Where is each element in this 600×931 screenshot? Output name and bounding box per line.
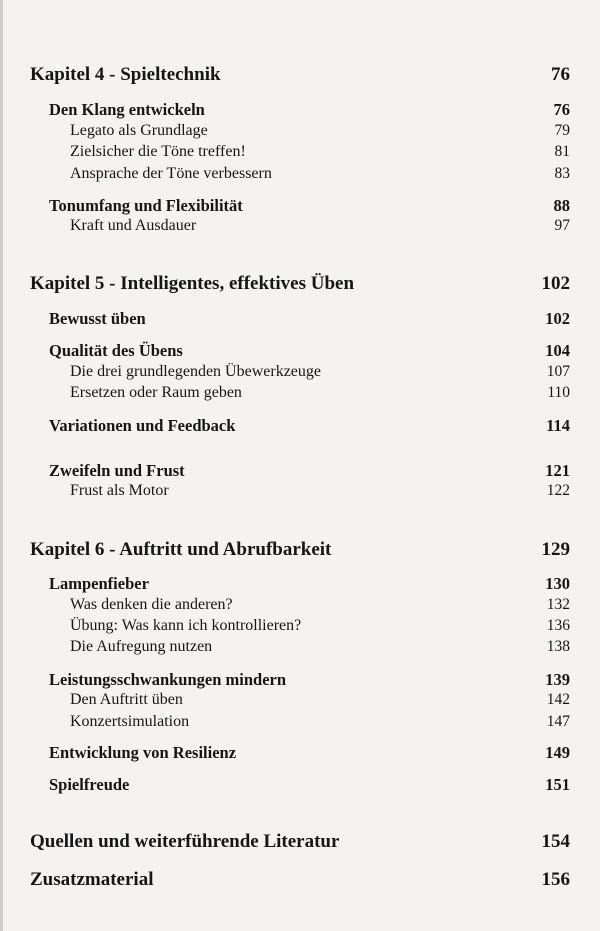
toc-entry-title: Lampenfieber: [49, 574, 149, 593]
toc-page-number: 88: [553, 196, 570, 215]
toc-page-number: 147: [546, 713, 570, 730]
toc-page-number: 102: [545, 309, 570, 328]
toc-subsection: [70, 596, 570, 614]
toc-page-number: 130: [545, 574, 570, 593]
toc-references: [30, 831, 570, 853]
toc-entry-title: Zielsicher die Töne treffen!: [70, 143, 246, 160]
toc-chapter-5: [30, 273, 570, 295]
toc-entry-title: Kraft und Ausdauer: [70, 217, 197, 234]
toc-page-number: 76: [553, 100, 570, 119]
toc-entry-title: Variationen und Feedback: [49, 416, 236, 435]
toc-page-number: 104: [545, 341, 570, 360]
toc-page-number: 149: [545, 743, 570, 762]
toc-section: [49, 100, 570, 120]
toc-subsection: [70, 713, 570, 731]
toc-entry-title: Die drei grundlegenden Übewerkzeuge: [70, 363, 321, 380]
toc-entry-title: Was denken die anderen?: [70, 596, 233, 613]
toc-section: [49, 670, 570, 690]
toc-entry-title: Spielfreude: [49, 775, 130, 794]
toc-entry-title: Die Aufregung nutzen: [70, 638, 213, 655]
toc-subsection: [70, 165, 570, 183]
toc-section: [49, 309, 570, 329]
toc-page-number: 102: [541, 273, 570, 294]
toc-page-number: 107: [546, 363, 570, 380]
toc-entry-title: Qualität des Übens: [49, 341, 183, 360]
toc-entry-title: Ansprache der Töne verbessern: [70, 165, 272, 182]
toc-section: [49, 341, 570, 361]
toc-subsection: [70, 691, 570, 709]
toc-subsection: [70, 482, 570, 500]
toc-subsection: [70, 122, 570, 140]
toc-section: [49, 461, 570, 481]
toc-page-number: 83: [554, 165, 570, 182]
toc-entry-title: Tonumfang und Flexibilität: [49, 196, 243, 215]
toc-entry-title: Kapitel 4 - Spieltechnik: [30, 64, 221, 85]
toc-entry-title: Entwicklung von Resilienz: [49, 743, 237, 762]
toc-entry-title: Legato als Grundlage: [70, 122, 208, 139]
toc-page-number: 79: [554, 122, 570, 139]
toc-entry-title: Zusatzmaterial: [30, 869, 154, 890]
toc-page-number: 122: [546, 482, 570, 499]
toc-page-number: 97: [554, 217, 570, 234]
toc-subsection: [70, 638, 570, 656]
toc-entry-title: Übung: Was kann ich kontrollieren?: [70, 617, 302, 634]
toc-chapter-6: [30, 539, 570, 561]
toc-section: [49, 775, 570, 795]
toc-section: [49, 416, 570, 436]
toc-page-number: 139: [545, 670, 570, 689]
toc-page-number: 154: [541, 831, 570, 852]
toc-subsection: [70, 384, 570, 402]
toc-subsection: [70, 617, 570, 635]
toc-page-number: 81: [554, 143, 570, 160]
toc-entry-title: Bewusst üben: [49, 309, 146, 328]
toc-entry-title: Kapitel 6 - Auftritt und Abrufbarkeit: [30, 539, 332, 560]
toc-page-number: 142: [546, 691, 570, 708]
toc-page-number: 121: [545, 461, 570, 480]
toc-page-number: 132: [546, 596, 570, 613]
toc-subsection: [70, 217, 570, 235]
toc-entry-title: Leistungsschwankungen mindern: [49, 670, 287, 689]
toc-entry-title: Zweifeln und Frust: [49, 461, 185, 480]
toc-page-number: 138: [546, 638, 570, 655]
toc-entry-title: Quellen und weiterführende Literatur: [30, 831, 340, 852]
toc-entry-title: Kapitel 5 - Intelligentes, effektives Üben: [30, 273, 355, 294]
toc-entry-title: Konzertsimulation: [70, 713, 190, 730]
toc-chapter-4: [30, 64, 570, 86]
toc-page-number: 129: [541, 539, 570, 560]
toc-section: [49, 743, 570, 763]
toc-page-number: 136: [546, 617, 570, 634]
toc-page-number: 76: [551, 64, 570, 85]
toc-entry-title: Den Auftritt üben: [70, 691, 183, 708]
toc-supplementary: [30, 869, 570, 891]
toc-subsection: [70, 363, 570, 381]
toc-entry-title: Ersetzen oder Raum geben: [70, 384, 242, 401]
toc-page-number: 151: [545, 775, 570, 794]
toc-section: [49, 574, 570, 594]
toc-entry-title: Frust als Motor: [70, 482, 169, 499]
toc-entry-title: Den Klang entwickeln: [49, 100, 205, 119]
toc-page-number: 156: [541, 869, 570, 890]
toc-page-number: 110: [547, 384, 570, 401]
toc-page-number: 114: [546, 416, 570, 435]
toc-section: [49, 196, 570, 216]
toc-subsection: [70, 143, 570, 161]
